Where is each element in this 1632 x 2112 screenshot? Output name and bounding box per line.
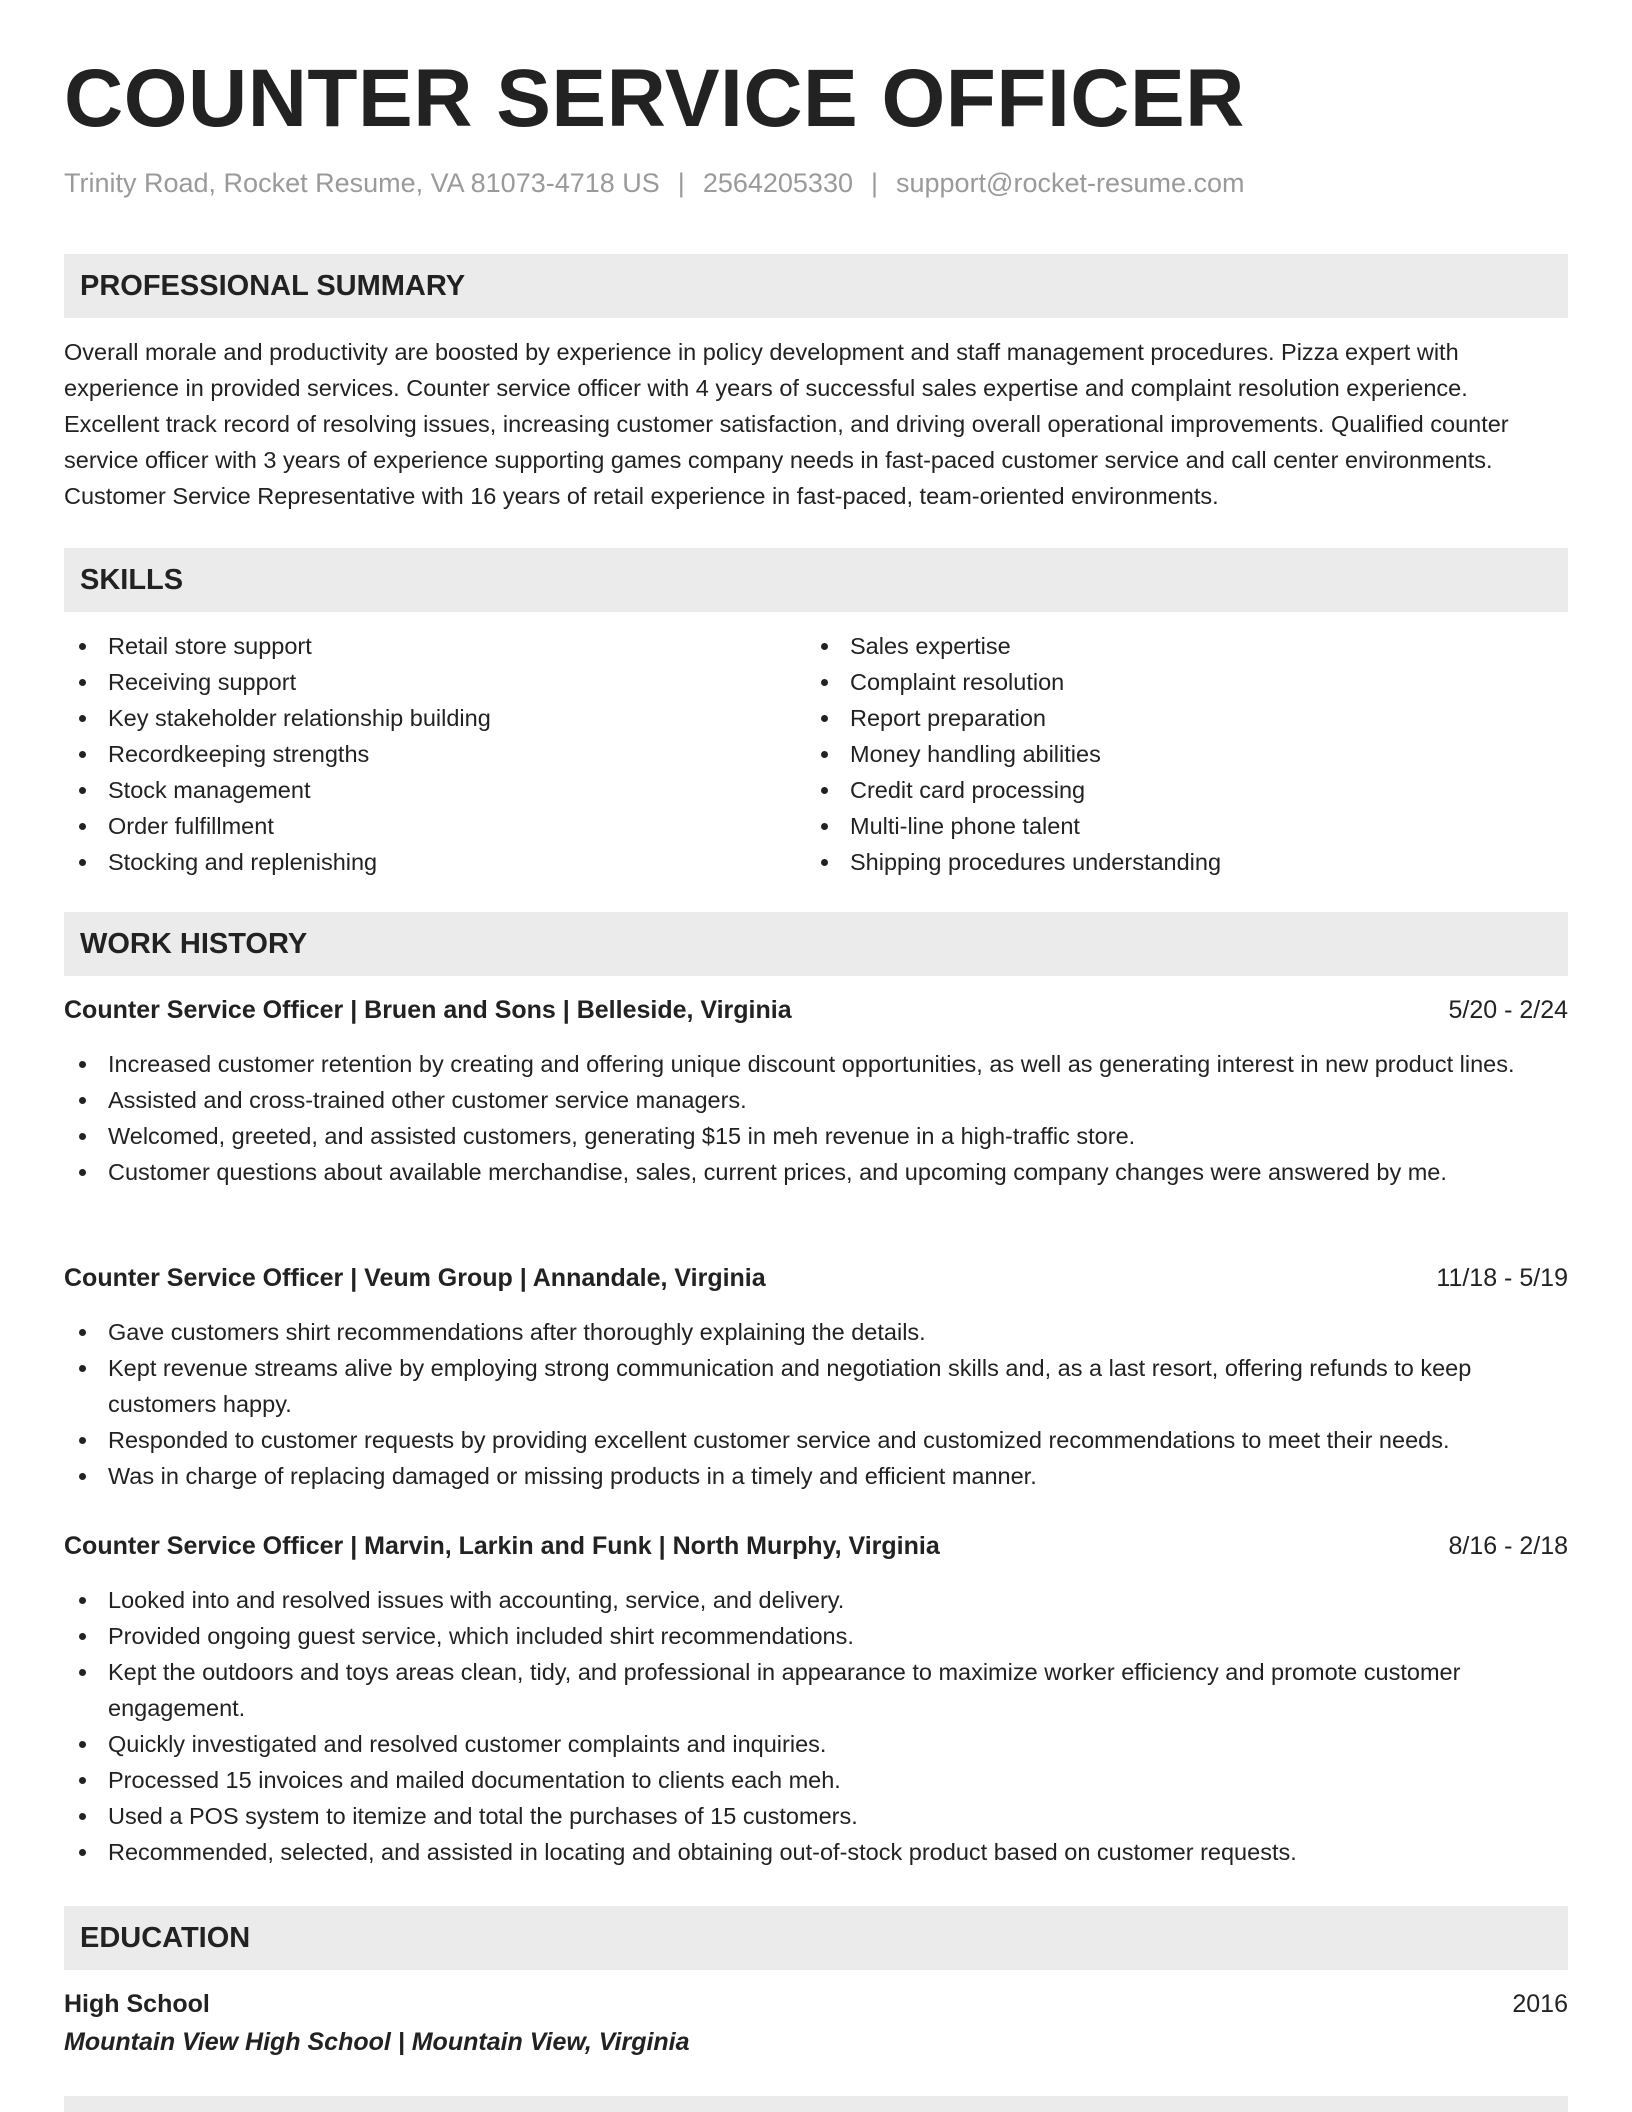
job-bullets (64, 1582, 1568, 1870)
job-bullet: Responded to customer requests by providing excellent customer service and customized recommendations to meet their needs. (64, 1422, 1568, 1458)
job-bullets (64, 1314, 1568, 1494)
job-bullet: Kept the outdoors and toys areas clean, tidy, and professional in appearance to maximize worker efficiency and promote customer engagement. (64, 1654, 1568, 1726)
skill-item: Shipping procedures understanding (806, 844, 1546, 880)
skill-item: Complaint resolution (806, 664, 1546, 700)
job-bullet: Gave customers shirt recommendations after thoroughly explaining the details. (64, 1314, 1568, 1350)
summary-section-header (64, 254, 1568, 318)
job-header (64, 1528, 1568, 1564)
job-bullet: Welcomed, greeted, and assisted customers, generating $15 in meh revenue in a high-traffic store. (64, 1118, 1568, 1154)
job-bullet: Used a POS system to itemize and total the purchases of 15 customers. (64, 1798, 1568, 1834)
job-bullet: Increased customer retention by creating and offering unique discount opportunities, as well as generating interest in new product lines. (64, 1046, 1568, 1082)
skill-item: Multi-line phone talent (806, 808, 1546, 844)
job-bullet: Recommended, selected, and assisted in locating and obtaining out-of-stock product based on customer requests. (64, 1834, 1568, 1870)
job-dates: 5/20 - 2/24 (1448, 995, 1568, 1024)
job-title: Counter Service Officer | Bruen and Sons | Belleside, Virginia (64, 995, 792, 1024)
skill-item: Stock management (64, 772, 804, 808)
education-degree: High School (64, 1989, 210, 2018)
contact-email[interactable]: support@rocket-resume.com (896, 168, 1245, 198)
skill-item: Money handling abilities (806, 736, 1546, 772)
skills-list-right (806, 628, 1546, 880)
skill-item: Receiving support (64, 664, 804, 700)
job-bullet: Provided ongoing guest service, which included shirt recommendations. (64, 1618, 1568, 1654)
skill-item: Report preparation (806, 700, 1546, 736)
summary-section-title: PROFESSIONAL SUMMARY (80, 269, 466, 302)
skill-item: Order fulfillment (64, 808, 804, 844)
summary-text: Overall morale and productivity are boosted by experience in policy development and staff management procedures. Pizza expert with experience in provided services. Counter service officer with 4 years of successful sales expertise and complaint resolution experience. Excellent track record of resolving issues, increasing customer satisfaction, and driving overall operational improvements. Qualified counter service officer with 3 years of experience supporting games company needs in fast-paced customer service and call center environments. Customer Service Representative with 16 years of retail experience in fast-paced, team-oriented environments. (64, 339, 1509, 509)
job-bullets (64, 1046, 1568, 1190)
contact-phone[interactable]: 2564205330 (702, 168, 853, 198)
skills-section-title: SKILLS (80, 563, 184, 596)
skills-list-left (64, 628, 804, 880)
job-bullet: Kept revenue streams alive by employing strong communication and negotiation skills and, as a last resort, offering refunds to keep customers happy. (64, 1350, 1568, 1422)
candidate-name: COUNTER SERVICE OFFICER (64, 53, 1245, 144)
contact-address: Trinity Road, Rocket Resume, VA 81073-4718 US (64, 168, 660, 198)
job-title: Counter Service Officer | Veum Group | Annandale, Virginia (64, 1263, 766, 1292)
education-section-title: EDUCATION (80, 1921, 251, 1954)
contact-separator: | (870, 168, 878, 198)
skill-item: Recordkeeping strengths (64, 736, 804, 772)
skill-item: Retail store support (64, 628, 804, 664)
education-year: 2016 (1512, 1989, 1568, 2018)
job-bullet: Assisted and cross-trained other customer service managers. (64, 1082, 1568, 1118)
job-dates: 8/16 - 2/18 (1448, 1531, 1568, 1560)
job-dates: 11/18 - 5/19 (1436, 1263, 1568, 1292)
skill-item: Credit card processing (806, 772, 1546, 808)
skill-item: Stocking and replenishing (64, 844, 804, 880)
next-section-header-partial (64, 2096, 1568, 2112)
skills-section-header (64, 548, 1568, 612)
skill-item: Sales expertise (806, 628, 1546, 664)
job-bullet: Customer questions about available merchandise, sales, current prices, and upcoming company changes were answered by me. (64, 1154, 1568, 1190)
contact-separator: | (677, 168, 685, 198)
job-header (64, 992, 1568, 1028)
contact-line (64, 168, 1245, 199)
job-header (64, 1260, 1568, 1296)
work-section-header (64, 912, 1568, 976)
job-bullet: Was in charge of replacing damaged or missing products in a timely and efficient manner. (64, 1458, 1568, 1494)
job-title: Counter Service Officer | Marvin, Larkin and Funk | North Murphy, Virginia (64, 1531, 940, 1560)
skill-item: Key stakeholder relationship building (64, 700, 804, 736)
work-section-title: WORK HISTORY (80, 927, 308, 960)
job-bullet: Processed 15 invoices and mailed documentation to clients each meh. (64, 1762, 1568, 1798)
education-school: Mountain View High School | Mountain View, Virginia (64, 2028, 690, 2056)
job-bullet: Quickly investigated and resolved customer complaints and inquiries. (64, 1726, 1568, 1762)
job-bullet: Looked into and resolved issues with accounting, service, and delivery. (64, 1582, 1568, 1618)
education-section-header (64, 1906, 1568, 1970)
education-header (64, 1986, 1568, 2022)
